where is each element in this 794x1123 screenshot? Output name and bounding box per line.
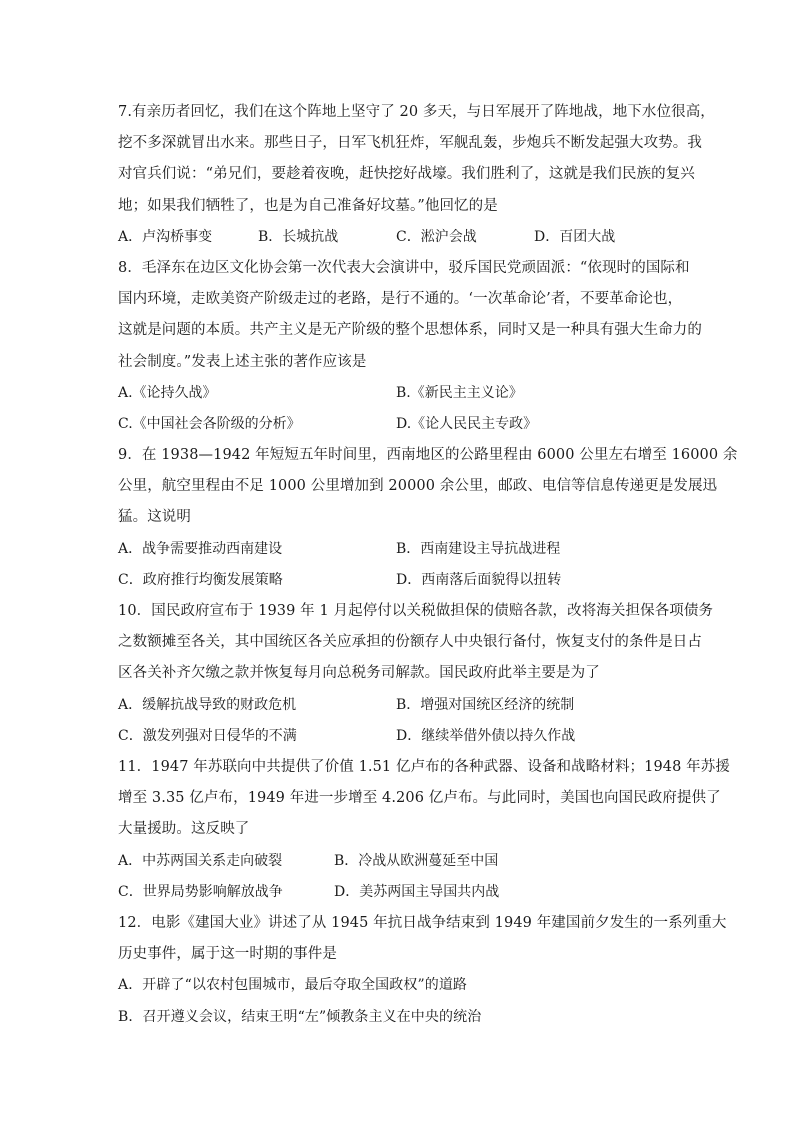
option-b: B．增强对国统区经济的统制 xyxy=(396,696,575,713)
question-line: 12．电影《建国大业》讲述了从 1945 年抗日战争结束到 1949 年建国前夕发生的一系列重大 xyxy=(118,915,727,931)
option-a: A.《论持久战》 xyxy=(118,384,217,401)
question-line: 国内环境，走欧美资产阶级走过的老路，是行不通的。‘一次革命论’者，不要革命论也， xyxy=(118,291,683,308)
question-line: 8．毛泽东在边区文化协会第一次代表大会演讲中，驳斥国民党顽固派：“依现时的国际和 xyxy=(118,260,690,276)
option-a: A．中苏两国关系走向破裂 xyxy=(118,852,283,869)
question-line: 这就是问题的本质。共产主义是无产阶级的整个思想体系，同时又是一种具有强大生命力的 xyxy=(118,322,702,339)
option-c: C．淞沪会战 xyxy=(396,228,477,245)
question-7 xyxy=(118,97,715,253)
option-a: A．缓解抗战导致的财政危机 xyxy=(118,696,297,713)
option-c: C．世界局势影响解放战争 xyxy=(118,883,283,900)
option-a: A．开辟了“以农村包围城市，最后夺取全国政权”的道路 xyxy=(118,977,468,994)
option-a: A．卢沟桥事变 xyxy=(118,228,213,245)
question-line: 大量援助。这反映了 xyxy=(118,821,250,838)
options-row xyxy=(118,378,688,409)
question-line: 区各关补齐欠缴之款并恢复每月向总税务司解款。国民政府此举主要是为了 xyxy=(118,665,600,682)
question-line: 增至 3.35 亿卢布，1949 年进一步增至 4.206 亿卢布。与此同时，美国也向国民政府提供了 xyxy=(118,790,721,807)
option-b: B．西南建设主导抗战进程 xyxy=(396,540,561,557)
options-row xyxy=(118,877,688,908)
options-row xyxy=(118,565,688,596)
question-line: 对官兵们说：“弟兄们，要趁着夜晚，赶快挖好战壕。我们胜利了，这就是我们民族的复兴 xyxy=(118,166,695,183)
question-line: 7.有亲历者回忆，我们在这个阵地上坚守了 20 多天，与日军展开了阵地战，地下水位很高， xyxy=(118,104,715,120)
option-b: B.《新民主主义论》 xyxy=(396,384,523,401)
option-a: A．战争需要推动西南建设 xyxy=(118,540,283,557)
options-row xyxy=(118,222,688,253)
option-d: D．继续举借外债以持久作战 xyxy=(396,727,576,744)
option-b: B．冷战从欧洲蔓延至中国 xyxy=(334,852,499,869)
options-row xyxy=(118,409,688,440)
question-8 xyxy=(118,253,702,440)
question-10 xyxy=(118,596,714,752)
options-row xyxy=(118,846,688,877)
option-d: D.《论人民民主专政》 xyxy=(396,416,538,432)
option-d: D．美苏两国主导国共内战 xyxy=(334,883,500,900)
option-b: B．长城抗战 xyxy=(258,228,339,245)
question-11 xyxy=(118,752,730,908)
question-line: 猛。这说明 xyxy=(118,509,191,526)
question-line: 挖不多深就冒出水来。那些日子，日军飞机狂炸，军舰乱轰，步炮兵不断发起强大攻势。我 xyxy=(118,135,702,152)
question-line: 历史事件，属于这一时期的事件是 xyxy=(118,946,337,963)
option-c: C．政府推行均衡发展策略 xyxy=(118,571,283,588)
question-line: 公里，航空里程由不足 1000 公里增加到 20000 余公里，邮政、电信等信息传递更是发展迅 xyxy=(118,478,718,495)
option-b: B．召开遵义会议，结束王明“左”倾教条主义在中央的统治 xyxy=(118,1008,482,1025)
question-line: 地；如果我们牺牲了，也是为自己准备好坟墓。”他回忆的是 xyxy=(118,197,498,214)
option-d: D．百团大战 xyxy=(534,228,616,245)
option-c: C.《中国社会各阶级的分析》 xyxy=(118,416,301,432)
option-c: C．激发列强对日侵华的不满 xyxy=(118,727,297,744)
question-9 xyxy=(118,440,738,596)
options-row xyxy=(118,690,688,721)
options-row xyxy=(118,721,688,752)
options-row xyxy=(118,534,688,565)
question-line: 社会制度。”发表上述主张的著作应该是 xyxy=(118,353,367,370)
option-d: D．西南落后面貌得以扭转 xyxy=(396,571,562,588)
question-line: 9．在 1938—1942 年短短五年时间里，西南地区的公路里程由 6000 公里左右增至 16000 余 xyxy=(118,447,738,463)
question-line: 之数额摊至各关，其中国统区各关应承担的份额存人中央银行备付，恢复支付的条件是日占 xyxy=(118,634,702,651)
question-line: 11．1947 年苏联向中共提供了价值 1.51 亿卢布的各种武器、设备和战略材料；1948 年苏援 xyxy=(118,759,730,775)
question-line: 10．国民政府宣布于 1939 年 1 月起停付以关税做担保的债赔各款，改将海关担保各项债务 xyxy=(118,603,714,619)
question-12 xyxy=(118,908,727,1033)
